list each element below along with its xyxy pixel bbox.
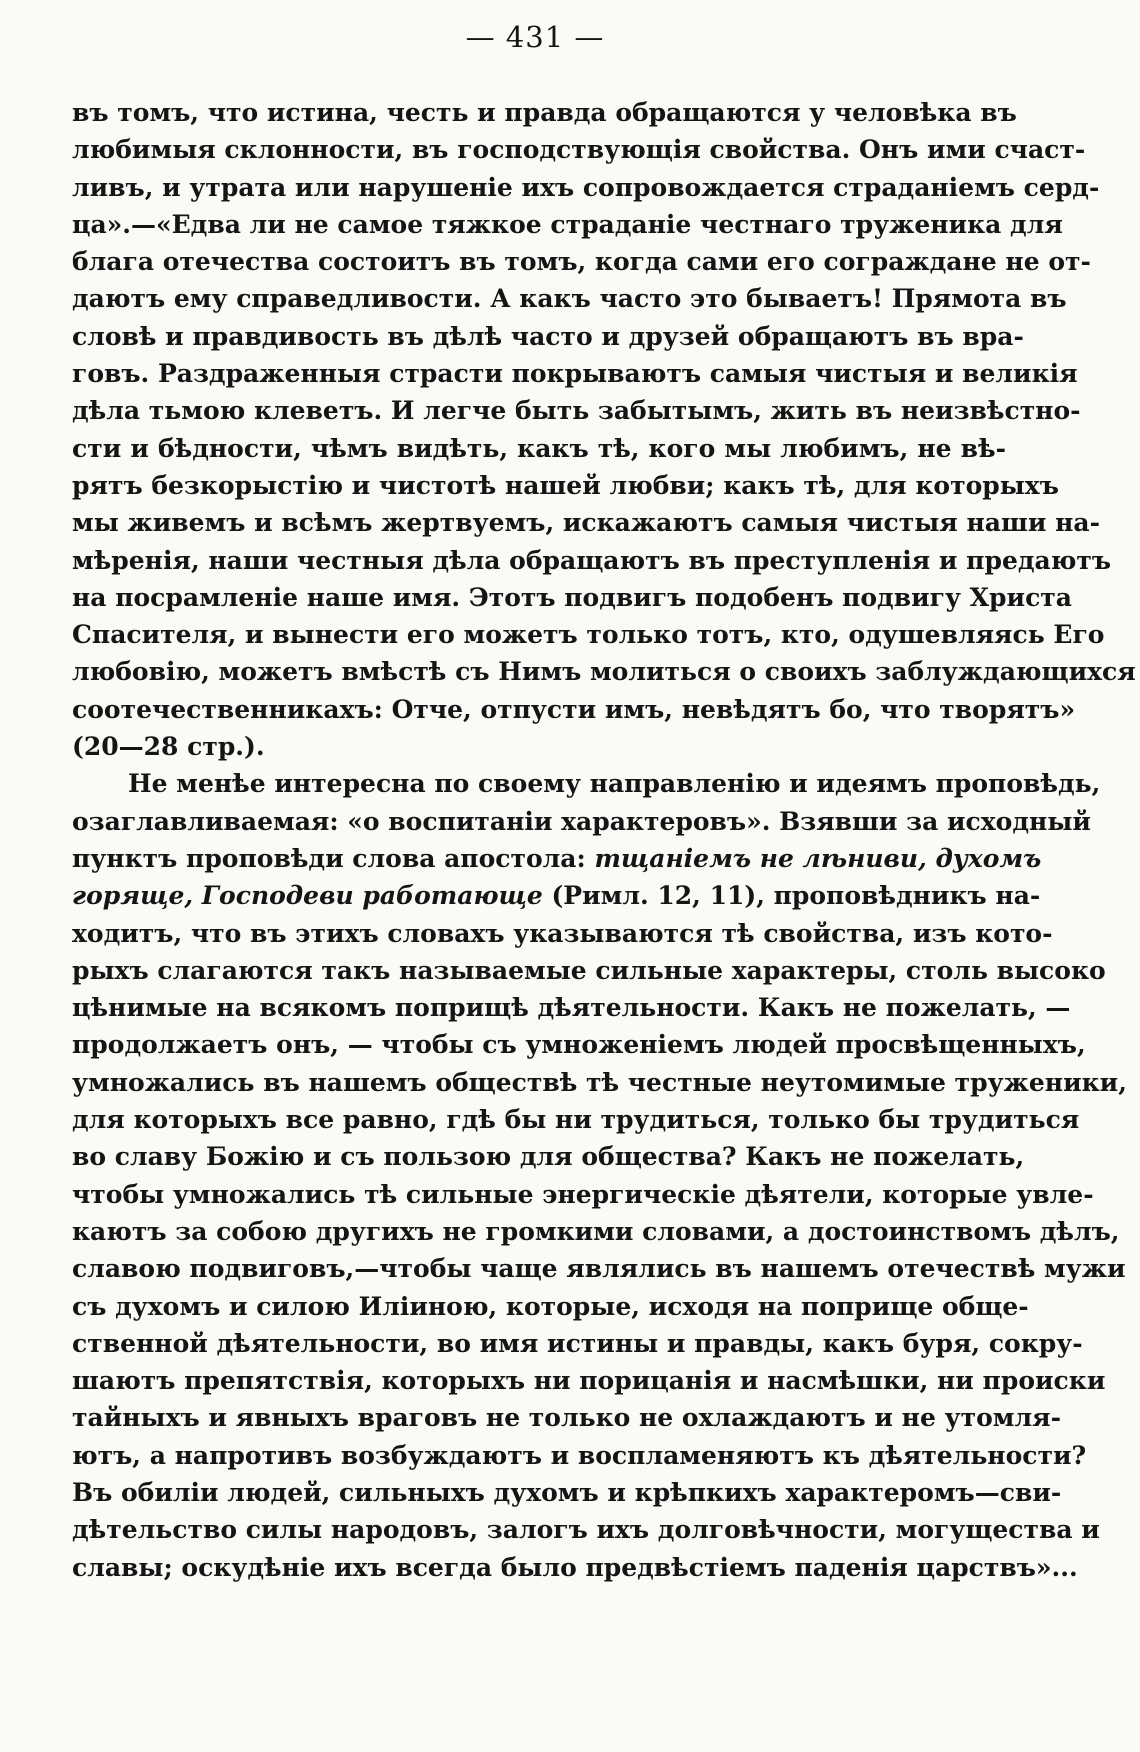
text-line: чтобы умножались тѣ сильные энергическіе дѣятели, которые увле- xyxy=(72,1179,1094,1209)
text-line: Не менѣе интересна по своему направленію и идеямъ проповѣдь, xyxy=(128,769,1101,799)
text-line: каютъ за собою другихъ не громкими словами, а достоинствомъ дѣлъ, xyxy=(72,1216,1120,1246)
text-line: въ томъ, что истина, честь и правда обращаются у человѣка въ xyxy=(72,98,1017,127)
text-line: Въ обиліи людей, сильныхъ духомъ и крѣпкихъ характеромъ—сви- xyxy=(72,1477,1062,1507)
text-line: ютъ, а напротивъ возбуждаютъ и воспламеняютъ къ дѣятельности? xyxy=(72,1440,1087,1470)
text-line: на посрамленіе наше имя. Этотъ подвигъ подобенъ подвигу Христа xyxy=(72,582,1072,612)
text-line: словѣ и правдивость въ дѣлѣ часто и друзей обращаютъ въ вра- xyxy=(72,321,1024,351)
text-line: соотечественникахъ: Отче, отпусти имъ, невѣдятъ бо, что творятъ» xyxy=(72,694,1076,724)
text-line: говъ. Раздраженныя страсти покрываютъ самыя чистыя и великія xyxy=(72,359,1078,389)
text-line: (20—28 стр.). xyxy=(72,732,265,762)
line-text: (Римл. 12, 11), проповѣдникъ на- xyxy=(542,881,1041,911)
text-line: Спасителя, и вынести его можетъ только тотъ, кто, одушевляясь Его xyxy=(72,620,1105,650)
text-line: ца».—«Едва ли не самое тяжкое страданіе честнаго труженика для xyxy=(72,209,1063,239)
text-line: рятъ безкорыстію и чистотѣ нашей любви; какъ тѣ, для которыхъ xyxy=(72,470,1059,500)
text-line xyxy=(72,877,1041,914)
line-text: пунктъ проповѣди слова апостола: xyxy=(72,843,595,873)
text-line xyxy=(72,840,1042,877)
text-line: ливъ, и утрата или нарушеніе ихъ сопровождается страданіемъ серд- xyxy=(72,172,1100,202)
text-line: любимыя склонности, въ господствующія свойства. Онъ ими счаст- xyxy=(72,135,1086,165)
text-line: во славу Божію и съ пользою для общества? Какъ не пожелать, xyxy=(72,1142,1025,1172)
text-line: для которыхъ все равно, гдѣ бы ни трудиться, только бы трудиться xyxy=(72,1105,1080,1135)
scripture-quote-italic: тщаніемъ не лѣниви, духомъ xyxy=(594,843,1042,873)
text-line: блага отечества состоитъ въ томъ, когда сами его сограждане не от- xyxy=(72,247,1091,277)
text-line: любовію, можетъ вмѣстѣ съ Нимъ молиться о своихъ заблуждающихся xyxy=(72,657,1136,687)
paragraph-1 xyxy=(72,94,1136,765)
text-line: сти и бѣдности, чѣмъ видѣть, какъ тѣ, кого мы любимъ, не вѣ- xyxy=(72,433,1006,463)
text-line: продолжаетъ онъ, — чтобы съ умноженіемъ людей просвѣщенныхъ, xyxy=(72,1030,1086,1060)
text-line: славы; оскудѣніе ихъ всегда было предвѣстіемъ паденія царствъ»... xyxy=(72,1552,1078,1582)
text-line: тайныхъ и явныхъ враговъ не только не охлаждаютъ и не утомля- xyxy=(72,1403,1061,1433)
text-line: славою подвиговъ,—чтобы чаще являлись въ нашемъ отечествѣ мужи xyxy=(72,1254,1126,1284)
text-line: съ духомъ и силою Илiиною, которые, исходя на поприще обще- xyxy=(72,1291,1029,1321)
text-line: ственной дѣятельности, во имя истины и правды, какъ буря, сокру- xyxy=(72,1328,1083,1358)
page-number: — 431 — xyxy=(465,20,605,54)
body-text xyxy=(72,94,1136,1586)
text-line: цѣнимые на всякомъ поприщѣ дѣятельности. Какъ не пожелать, — xyxy=(72,993,1071,1023)
text-line: мѣренія, наши честныя дѣла обращаютъ въ преступленія и предаютъ xyxy=(72,545,1112,575)
text-line: даютъ ему справедливости. А какъ часто это бываетъ! Прямота въ xyxy=(72,284,1067,314)
text-line: дѣла тьмою клеветъ. И легче быть забытымъ, жить въ неизвѣстно- xyxy=(72,396,1081,426)
paragraph-2 xyxy=(72,765,1127,1586)
text-line: ходитъ, что въ этихъ словахъ указываются тѣ свойства, изъ кото- xyxy=(72,918,1053,948)
text-line: умножались въ нашемъ обществѣ тѣ честные неутомимые труженики, xyxy=(72,1067,1127,1097)
text-line: рыхъ слагаются такъ называемые сильные характеры, столь высоко xyxy=(72,955,1106,985)
text-line: дѣтельство силы народовъ, залогъ ихъ долговѣчности, могущества и xyxy=(72,1515,1100,1545)
scripture-quote-italic: горяще, Господеви работающе xyxy=(72,881,543,911)
text-line: озаглавливаемая: «о воспитаніи характеровъ». Взявши за исходный xyxy=(72,806,1091,836)
text-line: мы живемъ и всѣмъ жертвуемъ, искажаютъ самыя чистыя наши на- xyxy=(72,508,1100,538)
text-line: шаютъ препятствія, которыхъ ни порицанія и насмѣшки, ни происки xyxy=(72,1366,1106,1396)
